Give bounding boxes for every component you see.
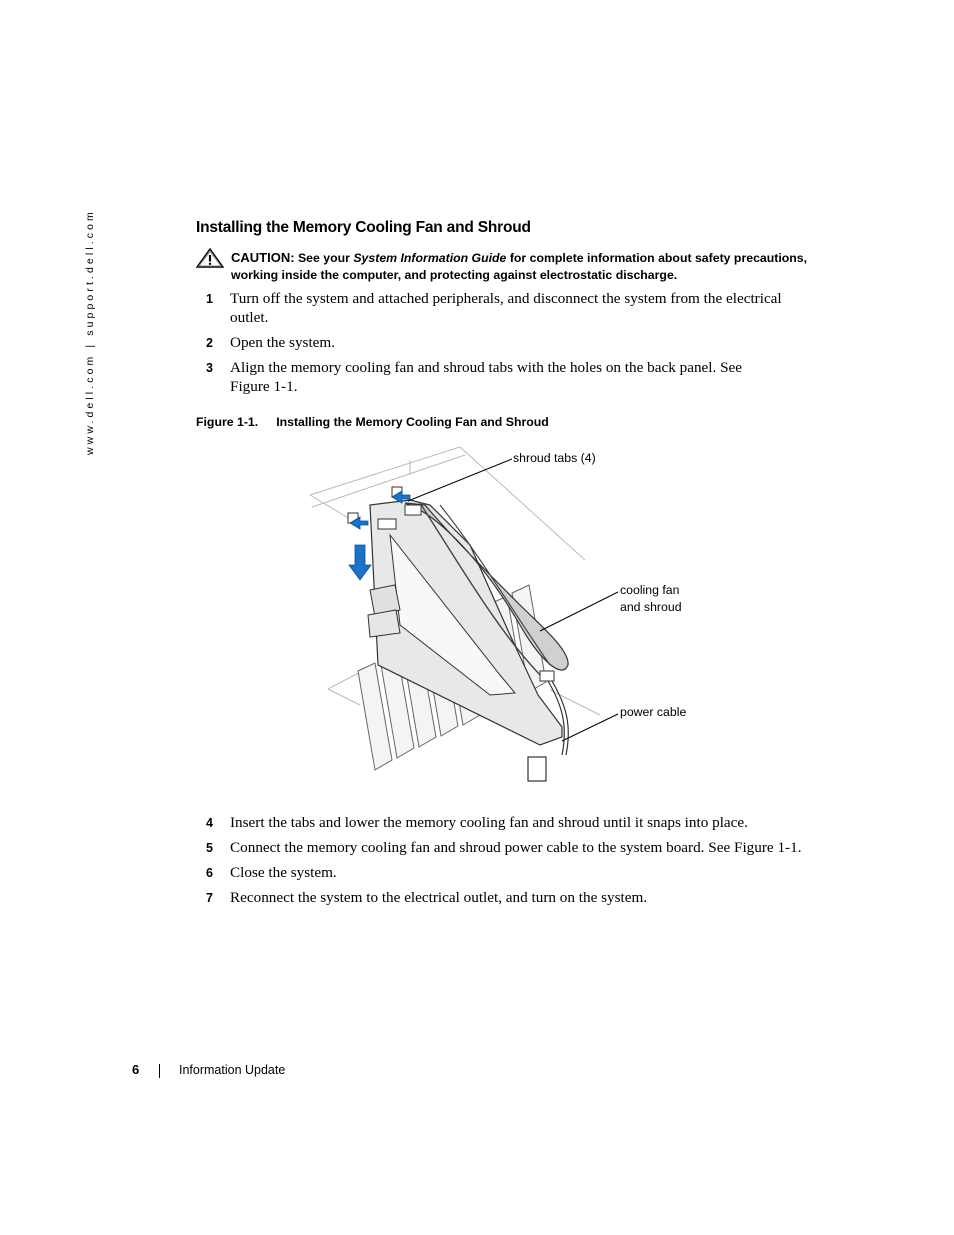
caution-label: CAUTION: bbox=[231, 250, 295, 265]
callout-cooling-fan-line1: cooling fan bbox=[620, 583, 680, 597]
footer-divider bbox=[159, 1064, 160, 1078]
step-number: 4 bbox=[206, 816, 213, 830]
step-number: 6 bbox=[206, 866, 213, 880]
figure-caption bbox=[196, 415, 549, 429]
figure-title: Installing the Memory Cooling Fan and Shroud bbox=[276, 415, 549, 429]
step-text: Connect the memory cooling fan and shroud power cable to the system board. See Figure 1-1. bbox=[230, 839, 802, 856]
step-number: 2 bbox=[206, 336, 213, 350]
caution-pre: See your bbox=[297, 251, 350, 265]
step-text: Close the system. bbox=[230, 864, 337, 881]
step-text: Align the memory cooling fan and shroud tabs with the holes on the back panel. See Figure 1-1. bbox=[230, 359, 743, 395]
callout-power-cable: power cable bbox=[620, 705, 687, 719]
step-number: 1 bbox=[206, 292, 213, 306]
step-number: 3 bbox=[206, 361, 213, 375]
warning-triangle-icon bbox=[196, 248, 224, 268]
step-text: Open the system. bbox=[230, 334, 336, 351]
callout-shroud-tabs: shroud tabs (4) bbox=[513, 451, 596, 465]
step-number: 7 bbox=[206, 891, 213, 905]
figure-number: Figure 1-1. bbox=[196, 415, 259, 429]
step-text: Reconnect the system to the electrical outlet, and turn on the system. bbox=[230, 889, 648, 906]
caution-post: for complete information about safety precautions, working inside the computer, and protecting against electrostatic discharge. bbox=[231, 251, 808, 282]
side-url: www.dell.com | support.dell.com bbox=[84, 209, 96, 455]
page-number: 6 bbox=[132, 1062, 140, 1077]
footer-title: Information Update bbox=[179, 1063, 286, 1077]
step-text: Turn off the system and attached peripherals, and disconnect the system from the electrical outlet. bbox=[230, 290, 782, 326]
step-text: Insert the tabs and lower the memory cooling fan and shroud until it snaps into place. bbox=[230, 814, 748, 831]
figure-illustration bbox=[300, 445, 720, 795]
caution-guide-title: System Information Guide bbox=[353, 251, 507, 265]
down-arrow-icon bbox=[349, 545, 371, 580]
caution-text bbox=[231, 249, 816, 284]
fan-shroud-drawing bbox=[300, 445, 720, 795]
callout-cooling-fan-line2: and shroud bbox=[620, 600, 682, 614]
step-number: 5 bbox=[206, 841, 213, 855]
section-heading: Installing the Memory Cooling Fan and Shroud bbox=[196, 219, 531, 236]
